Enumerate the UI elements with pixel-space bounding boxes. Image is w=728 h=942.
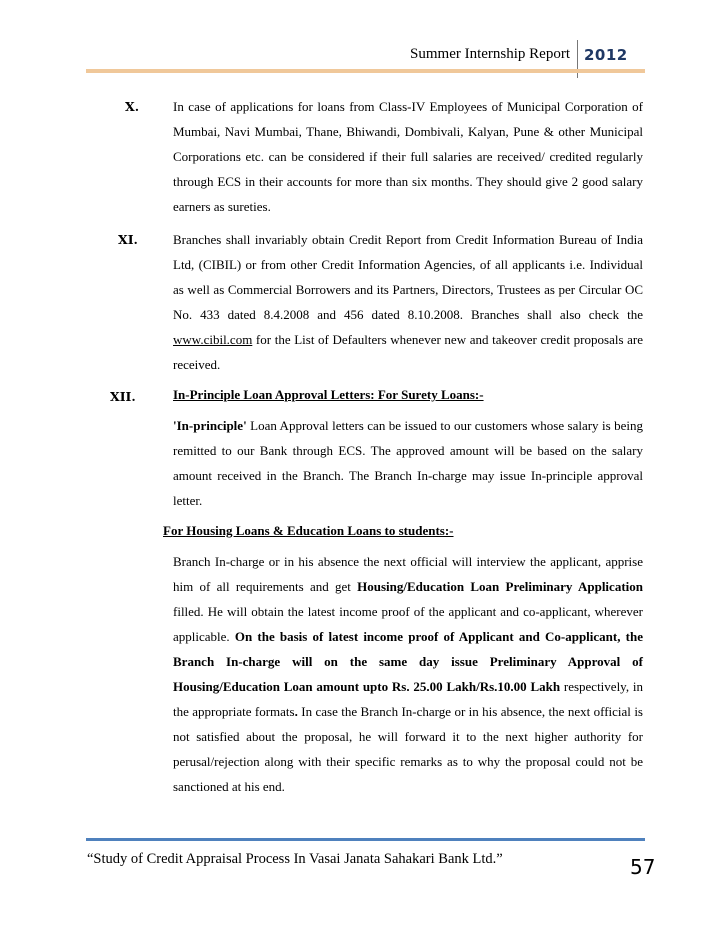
item-xi-text-part2: for the List of Defaulters whenever new and takeover credit proposals are received. xyxy=(173,332,643,372)
item-xi-text-part1: Branches shall invariably obtain Credit Report from Credit Information Bureau of India Ltd, (CIBIL) or from other Credit Information Agencies, of all applicants i.e. Individual as well as Commercial Borrowers and its Partners, Directors, Trustees as per Circular OC No. 433 dated 8.4.2008 and 456 dated 8.10.2008. Branches shall also check the xyxy=(173,232,643,322)
surety-loan-text: Loan Approval letters can be issued to our customers whose salary is being remitted to our Bank through ECS. The approved amount will be based on the salary amount received in the Branch. The Branch In-charge may issue In-principle approval letter. xyxy=(173,418,643,508)
page-number: 57 xyxy=(630,855,656,879)
item-xii-heading: In-Principle Loan Approval Letters: For Surety Loans:- xyxy=(173,387,484,402)
footer-rule xyxy=(86,838,645,841)
housing-education-subheading: For Housing Loans & Education Loans to students:- xyxy=(163,523,454,538)
item-number-xi: XI. xyxy=(118,232,138,247)
in-principle-term: 'In-principle' xyxy=(173,418,247,433)
footer-title: “Study of Credit Appraisal Process In Vasai Janata Sahakari Bank Ltd.” xyxy=(87,851,503,867)
housing-text-c: filled. He will obtain the latest income proof of the applicant and co-applicant, wherever applicable. xyxy=(173,604,643,644)
housing-education-paragraph xyxy=(173,549,643,799)
preliminary-application-term: Housing/Education Loan Preliminary Application xyxy=(357,579,643,594)
housing-text-a: Branch In-charge or in his absence the next official will interview the applicant, apprise him of all requirements and get xyxy=(173,554,643,594)
running-header-year: 2012 xyxy=(584,46,628,64)
running-header-title: Summer Internship Report xyxy=(410,46,570,62)
surety-loan-paragraph xyxy=(173,413,643,513)
item-number-xii: XII. xyxy=(110,389,136,404)
housing-text-g: In case the Branch In-charge or in his absence, the next official is not satisfied about the proposal, he will forward it to the next higher authority for perusal/rejection along with their specific remarks as to why the proposal could not be sanctioned at his end. xyxy=(173,704,643,794)
header-rule xyxy=(86,69,645,73)
preliminary-approval-bold: On the basis of latest income proof of Applicant and Co-applicant, the Branch In-charge will on the same day issue Preliminary Approval of Housing/Education Loan amount upto Rs. 25.00 Lakh/Rs.10.00 Lakh xyxy=(173,629,643,694)
item-number-x: X. xyxy=(125,99,140,114)
item-xi-text xyxy=(173,227,643,377)
item-x-text: In case of applications for loans from Class-IV Employees of Municipal Corporation of Mumbai, Navi Mumbai, Thane, Bhiwandi, Dombivali, Kalyan, Pune & other Municipal Corporations etc. can be considered if their full salaries are received/ credited regularly through ECS in their accounts for more than six months. They should give 2 good salary earners as sureties. xyxy=(173,99,643,214)
housing-text-period: . xyxy=(294,704,298,719)
housing-text-e: respectively, in the appropriate formats xyxy=(173,679,643,719)
cibil-link[interactable]: www.cibil.com xyxy=(173,332,253,347)
